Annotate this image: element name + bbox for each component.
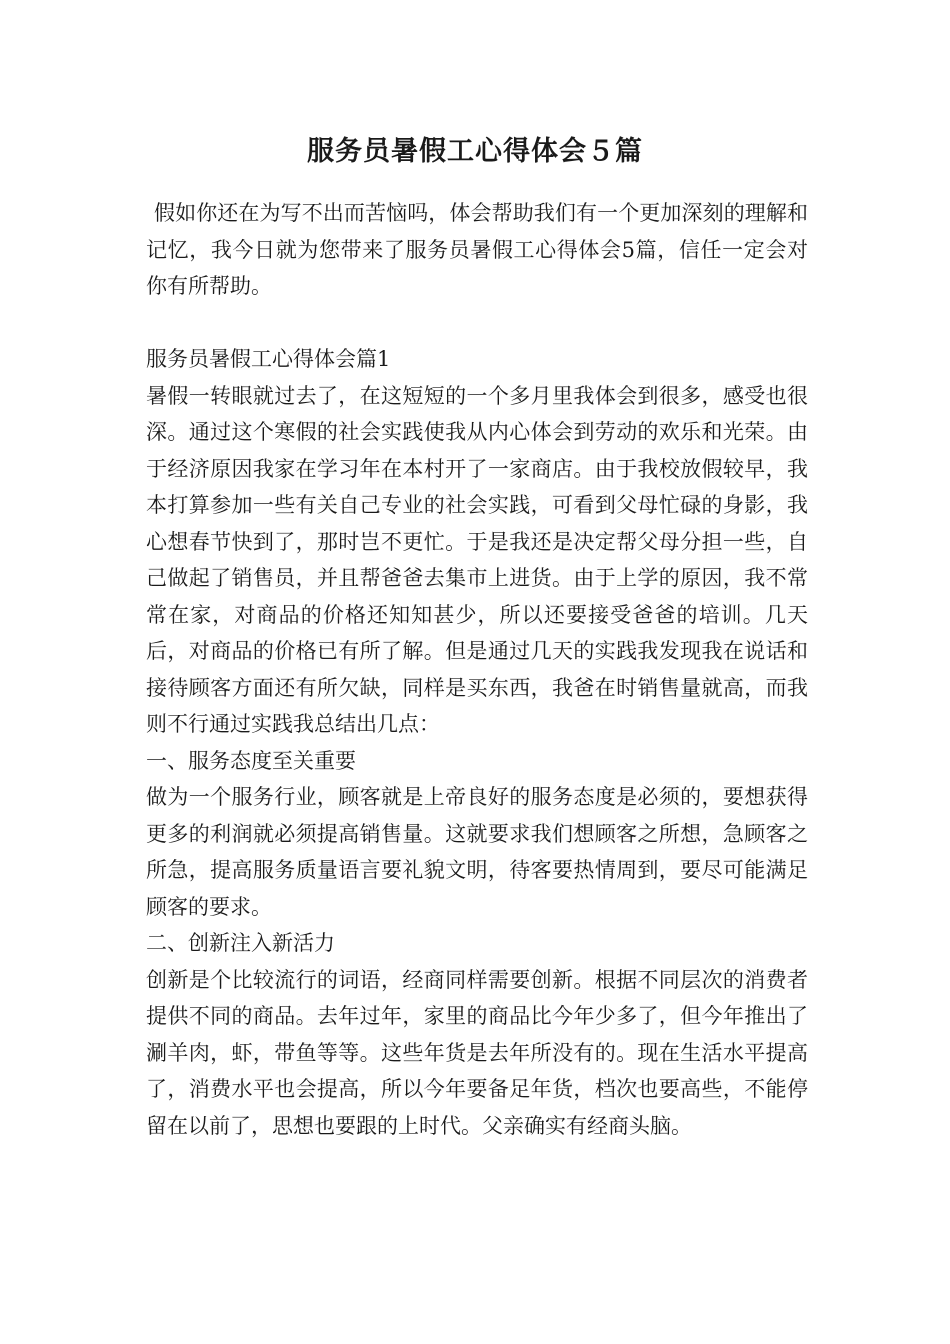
body-paragraph: 做为一个服务行业，顾客就是上帝良好的服务态度是必须的，要想获得更多的利润就必须提高销售量。这就要求我们想顾客之所想，急顾客之所急，提高服务质量语言要礼貌文明，待客要热情周到，要尽可能满足顾客的要求。 bbox=[146, 785, 808, 919]
section-heading: 服务员暑假工心得体会篇1 bbox=[146, 347, 391, 371]
document-title: 服务员暑假工心得体会５篇 bbox=[307, 136, 643, 167]
point-heading: 二、创新注入新活力 bbox=[146, 931, 335, 955]
article-body bbox=[146, 341, 808, 1144]
body-paragraph: 暑假一转眼就过去了，在这短短的一个多月里我体会到很多，感受也很深。通过这个寒假的社会实践使我从内心体会到劳动的欢乐和光荣。由于经济原因我家在学习年在本村开了一家商店。由于我校放假较早，我本打算参加一些有关自己专业的社会实践，可看到父母忙碌的身影，我心想春节快到了，那时岂不更忙。于是我还是决定帮父母分担一些，自己做起了销售员，并且帮爸爸去集市上进货。由于上学的原因，我不常常在家，对商品的价格还知知甚少，所以还要接受爸爸的培训。几天后，对商品的价格已有所了解。但是通过几天的实践我发现我在说话和接待顾客方面还有所欠缺，同样是买东西，我爸在时销售量就高，而我则不行通过实践我总结出几点： bbox=[146, 383, 808, 736]
intro-paragraph: 假如你还在为写不出而苦恼吗，体会帮助我们有一个更加深刻的理解和记忆，我今日就为您带来了服务员暑假工心得体会5篇，信任一定会对你有所帮助。 bbox=[146, 201, 808, 298]
point-heading: 一、服务态度至关重要 bbox=[146, 748, 356, 773]
body-paragraph: 创新是个比较流行的词语，经商同样需要创新。根据不同层次的消费者提供不同的商品。去年过年，家里的商品比今年少多了，但今年推出了涮羊肉，虾，带鱼等等。这些年货是去年所没有的。现在生活水平提高了，消费水平也会提高，所以今年要备足年货，档次也要高些，不能停留在以前了，思想也要跟的上时代。父亲确实有经商头脑。 bbox=[146, 967, 808, 1138]
